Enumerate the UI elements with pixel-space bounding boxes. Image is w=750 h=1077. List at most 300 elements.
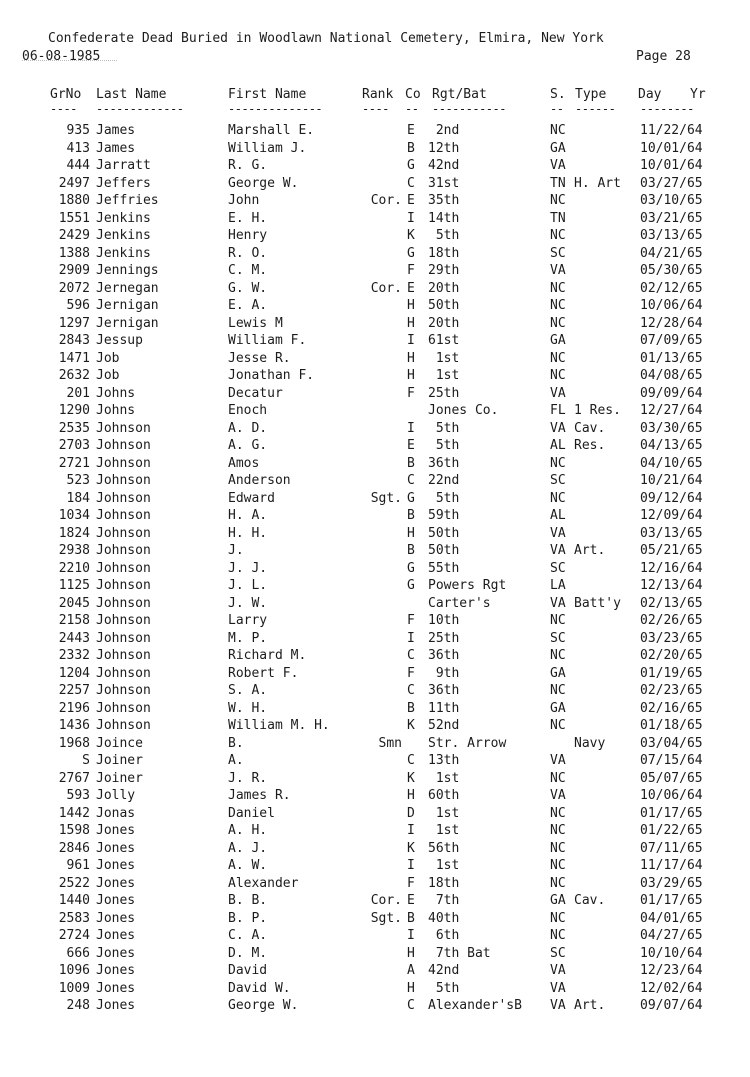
cell-state: VA	[550, 980, 566, 996]
cell-first-name: D. M.	[228, 945, 268, 961]
cell-rgt-bat: 22nd	[428, 473, 460, 488]
cell-state: VA	[550, 543, 566, 558]
cell-state: NC	[550, 718, 566, 733]
dash-day-yr: --------	[640, 102, 694, 116]
cell-last-name: Jenkins	[96, 245, 151, 261]
cell-date: 04/10/65	[640, 455, 703, 471]
cell-rgt-bat: 59th	[428, 508, 460, 523]
cell-grno: 2909	[58, 263, 90, 278]
cell-last-name: Jones	[96, 858, 136, 873]
table-row	[0, 647, 750, 665]
cell-co: E	[407, 123, 415, 138]
cell-co: G	[407, 490, 415, 506]
cell-co: D	[407, 805, 415, 821]
cell-grno: 1204	[58, 665, 90, 681]
cell-date: 03/30/65	[640, 420, 703, 436]
cell-grno: 1471	[58, 350, 90, 366]
table-row	[0, 280, 750, 298]
cell-grno: 2535	[58, 420, 90, 436]
cell-last-name: Jones	[96, 893, 136, 908]
cell-rgt-bat: 11th	[428, 700, 460, 716]
cell-date: 09/12/64	[640, 490, 703, 506]
cell-state: NC	[550, 368, 566, 383]
cell-rgt-bat: 5th	[428, 490, 460, 506]
cell-rgt-bat: 56th	[428, 840, 460, 856]
cell-grno: 1598	[58, 823, 90, 838]
cell-date: 10/06/64	[640, 788, 703, 803]
cell-state: VA	[550, 788, 566, 803]
table-row	[0, 455, 750, 473]
cell-co: C	[407, 648, 415, 663]
cell-first-name: James R.	[228, 788, 291, 803]
table-row	[0, 980, 750, 998]
cell-rgt-bat: 14th	[428, 210, 460, 226]
cell-grno: 666	[66, 945, 90, 961]
cell-first-name: John	[228, 193, 260, 208]
cell-state: VA	[550, 963, 566, 978]
document-title: Confederate Dead Buried in Woodlawn National Cemetery, Elmira, New York	[48, 31, 604, 46]
cell-last-name: Jones	[96, 823, 136, 838]
cell-co: G	[407, 578, 415, 593]
cell-rgt-bat: 7th	[428, 893, 460, 908]
cell-co: H	[407, 525, 415, 541]
cell-rgt-bat: 1st	[428, 858, 460, 873]
cell-first-name: A. G.	[228, 438, 268, 453]
cell-co: H	[407, 350, 415, 366]
cell-grno: 2196	[58, 700, 90, 716]
cell-state: AL	[550, 438, 566, 453]
cell-co: F	[407, 263, 415, 278]
cell-first-name: Edward	[228, 490, 275, 506]
table-row	[0, 175, 750, 193]
cell-grno: 1096	[58, 963, 90, 978]
cell-state: NC	[550, 805, 566, 821]
cell-rgt-bat: 40th	[428, 910, 460, 926]
cell-co: E	[407, 893, 415, 908]
cell-last-name: Jolly	[96, 788, 136, 803]
header-rgt-bat: Rgt/Bat	[432, 87, 487, 102]
table-row	[0, 770, 750, 788]
cell-first-name: B. B.	[228, 893, 268, 908]
cell-type: Art.	[574, 543, 606, 558]
cell-date: 03/27/65	[640, 175, 703, 191]
table-row	[0, 245, 750, 263]
cell-type: Cav.	[574, 420, 606, 436]
cell-grno: 1034	[58, 508, 90, 523]
cell-last-name: James	[96, 140, 136, 156]
table-row	[0, 735, 750, 753]
cell-date: 03/10/65	[640, 193, 703, 208]
cell-state: TN	[550, 210, 566, 226]
cell-last-name: Jones	[96, 910, 136, 926]
cell-type: H. Art	[574, 175, 621, 191]
cell-rgt-bat: 13th	[428, 753, 460, 768]
cell-date: 01/18/65	[640, 718, 703, 733]
cell-grno: 1880	[58, 193, 90, 208]
table-row	[0, 437, 750, 455]
cell-co: F	[407, 385, 415, 401]
cell-co: K	[407, 770, 415, 786]
cell-first-name: E. A.	[228, 298, 268, 313]
cell-co: B	[407, 140, 415, 156]
table-row	[0, 525, 750, 543]
cell-grno: 2724	[58, 928, 90, 943]
cell-grno: 1436	[58, 718, 90, 733]
cell-grno: 1388	[58, 245, 90, 261]
cell-rgt-bat: 20th	[428, 280, 460, 296]
cell-grno: 1440	[58, 893, 90, 908]
cell-last-name: Johnson	[96, 420, 151, 436]
cell-rgt-bat: 1st	[428, 770, 460, 786]
table-row	[0, 892, 750, 910]
cell-state: NC	[550, 928, 566, 943]
cell-state: GA	[550, 140, 566, 156]
cell-last-name: Johnson	[96, 455, 151, 471]
cell-date: 03/13/65	[640, 228, 703, 243]
cell-rgt-bat: 1st	[428, 350, 460, 366]
cell-last-name: Job	[96, 368, 120, 383]
cell-rank: Cor.	[370, 193, 402, 208]
cell-state: SC	[550, 560, 566, 576]
cell-co: K	[407, 718, 415, 733]
cell-first-name: J. R.	[228, 770, 268, 786]
cell-grno: 1297	[58, 315, 90, 331]
cell-rgt-bat: 31st	[428, 175, 460, 191]
table-row	[0, 875, 750, 893]
cell-grno: 2632	[58, 368, 90, 383]
cell-first-name: E. H.	[228, 210, 268, 226]
cell-state: SC	[550, 473, 566, 488]
cell-first-name: Larry	[228, 613, 268, 628]
cell-date: 02/16/65	[640, 700, 703, 716]
cell-grno: 961	[66, 858, 90, 873]
cell-date: 05/21/65	[640, 543, 703, 558]
cell-co: G	[407, 158, 415, 173]
cell-rgt-bat: Carter's	[428, 595, 491, 611]
table-row	[0, 332, 750, 350]
cell-last-name: Johnson	[96, 665, 151, 681]
cell-last-name: Johnson	[96, 438, 151, 453]
cell-rgt-bat: 50th	[428, 525, 460, 541]
burial-table	[0, 122, 750, 1015]
cell-grno: 2583	[58, 910, 90, 926]
cell-rgt-bat: 10th	[428, 613, 460, 628]
cell-state: NC	[550, 490, 566, 506]
cell-first-name: R. G.	[228, 158, 268, 173]
table-row	[0, 402, 750, 420]
cell-state: VA	[550, 385, 566, 401]
cell-first-name: A.	[228, 753, 244, 768]
cell-grno: 1009	[58, 980, 90, 996]
cell-grno: 248	[66, 998, 90, 1013]
cell-first-name: Jonathan F.	[228, 368, 315, 383]
cell-last-name: Jones	[96, 875, 136, 891]
cell-co: K	[407, 840, 415, 856]
cell-rgt-bat: 18th	[428, 245, 460, 261]
cell-state: GA	[550, 665, 566, 681]
cell-state: NC	[550, 875, 566, 891]
cell-date: 10/06/64	[640, 298, 703, 313]
cell-first-name: J. J.	[228, 560, 268, 576]
cell-grno: 1290	[58, 403, 90, 418]
document-date: 06-08-1985	[22, 49, 101, 64]
cell-date: 12/28/64	[640, 315, 703, 331]
cell-grno: 596	[66, 298, 90, 313]
cell-co: A	[407, 963, 415, 978]
cell-first-name: William J.	[228, 140, 307, 156]
cell-state: GA	[550, 333, 566, 348]
cell-last-name: Johnson	[96, 718, 151, 733]
cell-last-name: Johnson	[96, 595, 151, 611]
cell-type: Art.	[574, 998, 606, 1013]
cell-grno: S	[82, 753, 90, 768]
cell-first-name: Henry	[228, 228, 268, 243]
cell-rgt-bat: 1st	[428, 805, 460, 821]
cell-grno: 2210	[58, 560, 90, 576]
cell-state: FL	[550, 403, 566, 418]
cell-date: 04/01/65	[640, 910, 703, 926]
cell-state: VA	[550, 595, 566, 611]
cell-rgt-bat: Jones Co.	[428, 403, 499, 418]
cell-last-name: Johnson	[96, 683, 151, 698]
cell-date: 02/23/65	[640, 683, 703, 698]
cell-rgt-bat: 25th	[428, 630, 460, 646]
cell-first-name: B. P.	[228, 910, 268, 926]
cell-first-name: J.	[228, 543, 244, 558]
cell-grno: 184	[66, 490, 90, 506]
cell-grno: 935	[66, 123, 90, 138]
table-row	[0, 910, 750, 928]
cell-grno: 201	[66, 385, 90, 401]
cell-rgt-bat: 5th	[428, 980, 460, 996]
cell-state: SC	[550, 630, 566, 646]
table-row	[0, 700, 750, 718]
cell-first-name: R. O.	[228, 245, 268, 261]
table-row	[0, 560, 750, 578]
cell-grno: 2721	[58, 455, 90, 471]
cell-date: 10/10/64	[640, 945, 703, 961]
cell-rgt-bat: Powers Rgt	[428, 578, 507, 593]
cell-date: 03/29/65	[640, 875, 703, 891]
table-row	[0, 472, 750, 490]
cell-last-name: Johnson	[96, 648, 151, 663]
cell-first-name: A. D.	[228, 420, 268, 436]
cell-date: 01/17/65	[640, 893, 703, 908]
cell-rgt-bat: 5th	[428, 438, 460, 453]
table-row	[0, 157, 750, 175]
cell-last-name: Jones	[96, 998, 136, 1013]
cell-state: NC	[550, 683, 566, 698]
cell-last-name: Jonas	[96, 805, 136, 821]
cell-last-name: Johnson	[96, 508, 151, 523]
cell-date: 12/09/64	[640, 508, 703, 523]
cell-state: NC	[550, 228, 566, 243]
cell-date: 01/17/65	[640, 805, 703, 821]
table-row	[0, 490, 750, 508]
cell-last-name: Jernigan	[96, 298, 159, 313]
cell-co: E	[407, 438, 415, 453]
header-yr: Yr	[690, 87, 706, 102]
cell-co: C	[407, 473, 415, 488]
cell-rgt-bat: 42nd	[428, 158, 460, 173]
cell-rgt-bat: 1st	[428, 823, 460, 838]
table-row	[0, 945, 750, 963]
cell-date: 10/21/64	[640, 473, 703, 488]
cell-co: I	[407, 630, 415, 646]
cell-type: Res.	[574, 438, 606, 453]
cell-rgt-bat: 61st	[428, 333, 460, 348]
cell-date: 04/08/65	[640, 368, 703, 383]
cell-co: F	[407, 665, 415, 681]
cell-last-name: Jernigan	[96, 315, 159, 331]
cell-rgt-bat: 18th	[428, 875, 460, 891]
cell-first-name: C. A.	[228, 928, 268, 943]
cell-date: 01/19/65	[640, 665, 703, 681]
cell-rgt-bat: 5th	[428, 420, 460, 436]
cell-co: F	[407, 875, 415, 891]
header-state: S.	[550, 87, 566, 102]
cell-grno: 2332	[58, 648, 90, 663]
cell-co: H	[407, 298, 415, 313]
cell-co: H	[407, 788, 415, 803]
cell-grno: 2257	[58, 683, 90, 698]
cell-date: 03/21/65	[640, 210, 703, 226]
cell-last-name: Jeffers	[96, 175, 151, 191]
cell-co: H	[407, 945, 415, 961]
cell-first-name: Daniel	[228, 805, 275, 821]
table-row	[0, 210, 750, 228]
cell-first-name: Amos	[228, 455, 260, 471]
cell-first-name: C. M.	[228, 263, 268, 278]
cell-rgt-bat: 25th	[428, 385, 460, 401]
cell-date: 05/30/65	[640, 263, 703, 278]
header-grno: GrNo	[50, 87, 82, 102]
cell-state: GA	[550, 700, 566, 716]
cell-grno: 1551	[58, 210, 90, 226]
cell-type: Navy	[574, 735, 606, 751]
cell-co: C	[407, 175, 415, 191]
dash-type: ------	[575, 102, 616, 116]
cell-first-name: J. L.	[228, 578, 268, 593]
header-rank: Rank	[362, 87, 394, 102]
cell-date: 07/11/65	[640, 840, 703, 856]
cell-last-name: Jones	[96, 980, 136, 996]
cell-state: NC	[550, 350, 566, 366]
cell-state: NC	[550, 193, 566, 208]
table-row	[0, 717, 750, 735]
cell-last-name: Joince	[96, 735, 143, 751]
cell-co: H	[407, 980, 415, 996]
cell-first-name: Marshall E.	[228, 123, 315, 138]
cell-rgt-bat: 55th	[428, 560, 460, 576]
cell-grno: 1125	[58, 578, 90, 593]
cell-date: 03/23/65	[640, 630, 703, 646]
cell-last-name: Johnson	[96, 490, 151, 506]
table-row	[0, 805, 750, 823]
cell-first-name: George W.	[228, 998, 299, 1013]
dash-rgt-bat: -----------	[432, 102, 506, 116]
cell-co: F	[407, 613, 415, 628]
cell-grno: 2497	[58, 175, 90, 191]
cell-last-name: Joiner	[96, 753, 143, 768]
cell-co: B	[407, 455, 415, 471]
cell-last-name: Jones	[96, 945, 136, 961]
dash-grno: ----	[50, 102, 77, 116]
cell-date: 10/01/64	[640, 158, 703, 173]
table-row	[0, 962, 750, 980]
cell-co: I	[407, 210, 415, 226]
header-type: Type	[575, 87, 607, 102]
cell-rgt-bat: 36th	[428, 455, 460, 471]
cell-first-name: H. H.	[228, 525, 268, 541]
cell-grno: 2703	[58, 438, 90, 453]
cell-first-name: B.	[228, 735, 244, 751]
cell-last-name: Johnson	[96, 630, 151, 646]
table-row	[0, 122, 750, 140]
cell-grno: 2767	[58, 770, 90, 786]
cell-rgt-bat: 12th	[428, 140, 460, 156]
cell-date: 04/27/65	[640, 928, 703, 943]
cell-state: NC	[550, 315, 566, 331]
cell-date: 01/13/65	[640, 350, 703, 366]
cell-state: NC	[550, 298, 566, 313]
cell-last-name: Johnson	[96, 578, 151, 593]
cell-co: E	[407, 280, 415, 296]
cell-first-name: Jesse R.	[228, 350, 291, 366]
table-row	[0, 630, 750, 648]
cell-date: 07/09/65	[640, 333, 703, 348]
cell-date: 02/12/65	[640, 280, 703, 296]
cell-rank: Smn	[378, 735, 402, 751]
cell-co: I	[407, 928, 415, 943]
table-row	[0, 595, 750, 613]
cell-last-name: Jenkins	[96, 228, 151, 243]
cell-state: NC	[550, 613, 566, 628]
cell-last-name: Johns	[96, 385, 136, 401]
cell-first-name: S. A.	[228, 683, 268, 698]
cell-last-name: Jones	[96, 840, 136, 856]
cell-co: C	[407, 998, 415, 1013]
cell-state: VA	[550, 525, 566, 541]
cell-date: 02/20/65	[640, 648, 703, 663]
header-last-name: Last Name	[96, 87, 167, 102]
cell-last-name: Johnson	[96, 613, 151, 628]
cell-first-name: Enoch	[228, 403, 268, 418]
table-row	[0, 665, 750, 683]
cell-date: 11/17/64	[640, 858, 703, 873]
cell-state: VA	[550, 998, 566, 1013]
cell-grno: 2429	[58, 228, 90, 243]
cell-co: G	[407, 560, 415, 576]
cell-first-name: George W.	[228, 175, 299, 191]
cell-rank: Sgt.	[370, 490, 402, 506]
cell-grno: 2938	[58, 543, 90, 558]
cell-grno: 2045	[58, 595, 90, 611]
cell-grno: 1968	[58, 735, 90, 751]
cell-last-name: Jarratt	[96, 158, 151, 173]
cell-rgt-bat: 29th	[428, 263, 460, 278]
cell-grno: 2843	[58, 333, 90, 348]
cell-grno: 2522	[58, 875, 90, 891]
cell-last-name: Johnson	[96, 473, 151, 488]
cell-type: Batt'y	[574, 595, 621, 611]
cell-rgt-bat: 2nd	[428, 123, 460, 138]
cell-date: 02/26/65	[640, 613, 703, 628]
cell-first-name: David W.	[228, 980, 291, 996]
cell-state: NC	[550, 123, 566, 138]
cell-first-name: J. W.	[228, 595, 268, 611]
cell-type: Cav.	[574, 893, 606, 908]
